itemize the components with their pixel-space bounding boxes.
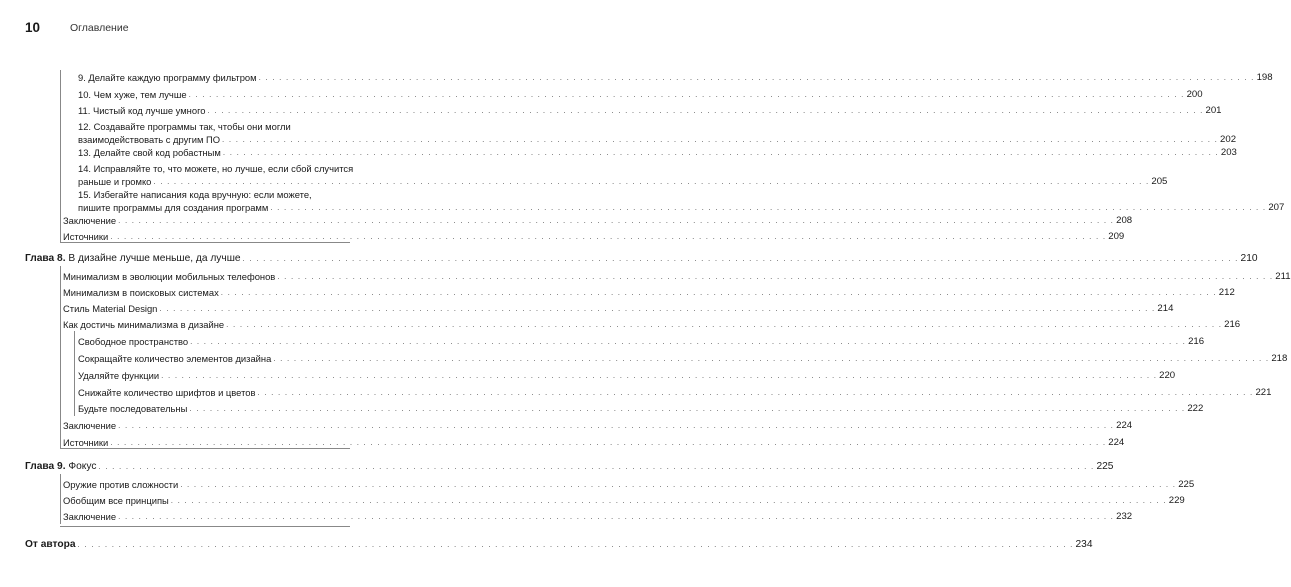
toc-entry[interactable]: [78, 352, 1288, 365]
toc-entry-label: Сокращайте количество элементов дизайна: [78, 353, 272, 364]
toc-entry[interactable]: [63, 318, 1241, 331]
toc-indent-rule: [60, 266, 61, 448]
toc-entry[interactable]: [78, 146, 1237, 159]
toc-entry[interactable]: [63, 494, 1185, 507]
dot-leader: [180, 478, 1176, 491]
toc-entry-page: 198: [1256, 72, 1273, 83]
toc-indent-rule: [60, 474, 61, 524]
toc-entry-page: 208: [1116, 215, 1133, 226]
toc-entry[interactable]: [78, 369, 1176, 382]
dot-leader: [78, 538, 1074, 551]
toc-entry-label: 13. Делайте свой код робастным: [78, 147, 221, 158]
dot-leader: [190, 335, 1186, 348]
toc-entry-label: Снижайте количество шрифтов и цветов: [78, 387, 256, 398]
toc-entry-page: 225: [1178, 479, 1195, 490]
page-number: 10: [25, 20, 41, 35]
toc-entry-label: Оружие против сложности: [63, 479, 179, 490]
dot-leader: [226, 318, 1222, 331]
dot-leader: [273, 352, 1269, 365]
toc-entry-label: Свободное пространство: [78, 336, 189, 347]
toc-entry-page: 232: [1116, 511, 1133, 522]
toc-entry[interactable]: [78, 335, 1205, 348]
toc-entry-page: 201: [1205, 105, 1222, 116]
dot-leader: [277, 270, 1273, 283]
toc-entry[interactable]: [63, 286, 1235, 299]
toc-entry[interactable]: [78, 188, 1285, 214]
running-head: Оглавление: [70, 22, 129, 34]
toc-entry-label: Источники: [63, 231, 109, 242]
toc-entry[interactable]: [63, 478, 1195, 491]
toc-entry-page: 225: [1096, 461, 1114, 472]
dot-leader: [259, 71, 1255, 84]
toc-entry-page: 222: [1187, 403, 1204, 414]
toc-chapter-entry[interactable]: [25, 460, 1114, 473]
toc-entry-page: 209: [1108, 231, 1125, 242]
toc-entry-label: 11. Чистый код лучше умного: [78, 105, 206, 116]
toc-entry[interactable]: [63, 510, 1133, 523]
toc-entry-label: Стиль Material Design: [63, 303, 158, 314]
toc-entry-page: 202: [1220, 134, 1237, 145]
toc-entry-label-line1: 12. Создавайте программы так, чтобы они могли: [78, 121, 291, 132]
dot-leader: [221, 286, 1217, 299]
toc-entry[interactable]: [78, 162, 1168, 188]
dot-leader: [161, 369, 1157, 382]
toc-entry-page: 205: [1151, 176, 1168, 187]
toc-entry[interactable]: [78, 402, 1204, 415]
dot-leader: [118, 214, 1114, 227]
toc-entry[interactable]: [78, 104, 1222, 117]
toc-entry-page: 216: [1224, 319, 1241, 330]
toc-entry-page: 234: [1075, 539, 1093, 550]
toc-entry-label: Заключение: [63, 215, 117, 226]
toc-entry-label: Источники: [63, 437, 109, 448]
toc-entry-page: 229: [1168, 495, 1185, 506]
toc-entry-label: Минимализм в эволюции мобильных телефонов: [63, 271, 276, 282]
chapter-divider: [60, 242, 350, 243]
dot-leader: [118, 419, 1114, 432]
toc-entry-label-line2: взаимодействовать с другим ПО: [78, 134, 221, 145]
toc-entry[interactable]: [63, 419, 1133, 432]
dot-leader: [222, 133, 1218, 146]
toc-entry[interactable]: [78, 71, 1273, 84]
dot-leader: [171, 494, 1167, 507]
dot-leader: [118, 510, 1114, 523]
toc-entry-label: Обобщим все принципы: [63, 495, 169, 506]
toc-entry-label-line1: 14. Исправляйте то, что можете, но лучше, если сбой случится: [78, 163, 354, 174]
toc-chapter-entry[interactable]: [25, 538, 1093, 551]
toc-entry-page: 203: [1220, 147, 1237, 158]
toc-entry-page: 211: [1275, 271, 1291, 282]
toc-entry-page: 207: [1268, 202, 1285, 213]
toc-entry[interactable]: [63, 214, 1133, 227]
toc-entry-page: 220: [1159, 370, 1176, 381]
toc-entry-label-line1: 15. Избегайте написания кода вручную: если можете,: [78, 189, 312, 200]
toc-entry[interactable]: [78, 120, 1237, 146]
toc-entry-page: 221: [1255, 387, 1272, 398]
toc-entry[interactable]: [63, 270, 1291, 283]
toc-entry[interactable]: [63, 302, 1174, 315]
dot-leader: [270, 201, 1266, 214]
toc-entry-label: В дизайне лучше меньше, да лучше: [68, 253, 241, 264]
toc-entry-label: Будьте последовательны: [78, 403, 188, 414]
toc-entry-label-line2: раньше и громко: [78, 176, 152, 187]
toc-entry-page: 224: [1116, 420, 1133, 431]
dot-leader: [159, 302, 1155, 315]
toc-entry-page: 212: [1218, 287, 1235, 298]
dot-leader: [98, 460, 1094, 473]
dot-leader: [243, 252, 1239, 265]
chapter-number: Глава 9.: [25, 461, 66, 472]
toc-entry-page: 210: [1240, 253, 1258, 264]
toc-entry-label: Заключение: [63, 420, 117, 431]
toc-indent-rule: [74, 331, 75, 416]
dot-leader: [257, 386, 1253, 399]
toc-entry-page: 218: [1271, 353, 1288, 364]
toc-entry[interactable]: [78, 88, 1203, 101]
page-header: [25, 20, 375, 36]
toc-entry-page: 216: [1188, 336, 1205, 347]
toc-entry-page: 224: [1108, 437, 1125, 448]
toc-entry-page: 200: [1186, 89, 1203, 100]
chapter-number: Глава 8.: [25, 253, 66, 264]
toc-entry-label: 10. Чем хуже, тем лучше: [78, 89, 187, 100]
toc-entry-label: Заключение: [63, 511, 117, 522]
chapter-divider: [60, 526, 350, 527]
toc-entry-label: Фокус: [68, 461, 97, 472]
chapter-divider: [60, 448, 350, 449]
dot-leader: [189, 88, 1185, 101]
toc-entry-page: 214: [1157, 303, 1174, 314]
toc-entry-label: Минимализм в поисковых системах: [63, 287, 219, 298]
toc-entry-label: Удаляйте функции: [78, 370, 160, 381]
dot-leader: [208, 104, 1204, 117]
toc-chapter-entry[interactable]: [25, 252, 1258, 265]
toc-indent-rule: [60, 70, 61, 242]
dot-leader: [223, 146, 1219, 159]
toc-entry-label: Как достичь минимализма в дизайне: [63, 319, 225, 330]
dot-leader: [153, 175, 1149, 188]
dot-leader: [189, 402, 1185, 415]
toc-entry-label: 9. Делайте каждую программу фильтром: [78, 72, 257, 83]
toc-entry-label-line2: пишите программы для создания программ: [78, 202, 269, 213]
toc-entry-label: От автора: [25, 539, 76, 550]
toc-entry[interactable]: [78, 386, 1272, 399]
